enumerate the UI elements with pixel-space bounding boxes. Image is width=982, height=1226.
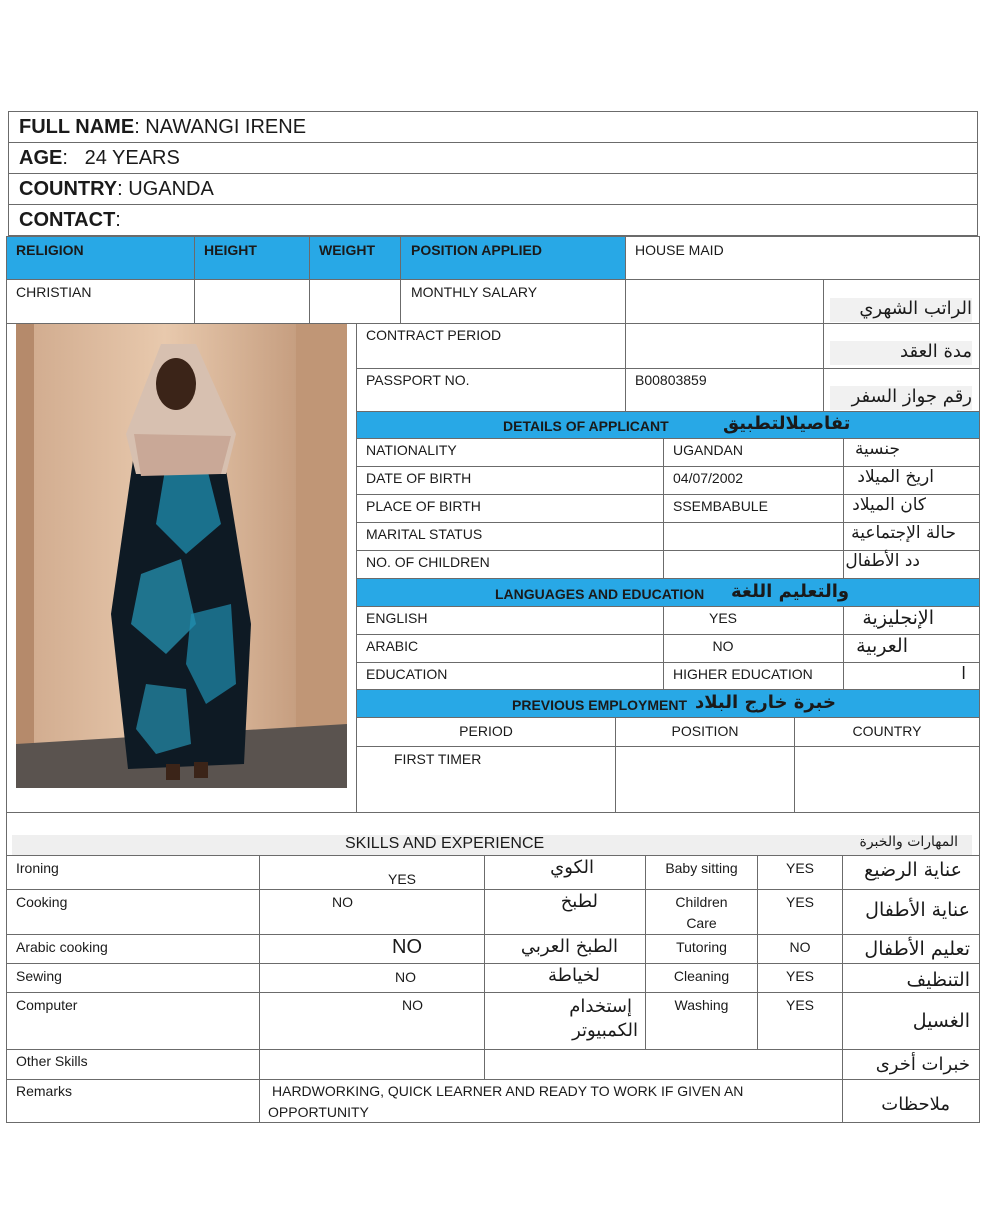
employment-col-period: PERIOD <box>459 723 513 739</box>
language-value: NO <box>712 638 734 654</box>
details-ar: كان الميلاد <box>852 495 926 515</box>
skill-value: NO <box>395 969 416 985</box>
height-value-cell <box>194 279 310 324</box>
employment-row-period: FIRST TIMER <box>394 751 482 767</box>
skill-value-cell <box>259 889 485 935</box>
skill-value: YES <box>785 860 814 876</box>
religion-header: RELIGION <box>16 242 84 258</box>
skill-ar: عناية الأطفال <box>865 899 970 921</box>
language-ar: ا <box>961 664 966 684</box>
country-label: COUNTRY <box>19 178 118 200</box>
skill-name: Cleaning <box>673 968 730 984</box>
skill-ar: لخياطة <box>548 965 600 986</box>
passport-label: PASSPORT NO. <box>366 372 470 388</box>
details-label: MARITAL STATUS <box>366 526 483 542</box>
skill-value: NO <box>332 894 353 910</box>
details-value-cell <box>663 550 844 579</box>
position-value: HOUSE MAID <box>635 242 724 258</box>
skill-name: Washing <box>674 997 729 1013</box>
employment-col-country: COUNTRY <box>852 723 922 739</box>
contract-label: CONTRACT PERIOD <box>366 327 502 343</box>
details-title: DETAILS OF APPLICANT <box>503 418 669 434</box>
skills-title: SKILLS AND EXPERIENCE <box>345 835 545 852</box>
details-ar: اريخ الميلاد <box>857 467 934 487</box>
remarks-label: Remarks <box>16 1083 73 1099</box>
details-value: UGANDAN <box>673 442 744 458</box>
skill-ar: التنظيف <box>906 969 970 991</box>
skill-ar: عناية الرضيع <box>864 859 962 881</box>
weight-header: WEIGHT <box>319 242 375 258</box>
skill-ar: الطبخ العربي <box>520 936 618 957</box>
details-title-ar: تفاصيلالتطبيق <box>723 413 851 434</box>
details-value: 04/07/2002 <box>673 470 744 486</box>
remarks-ar: ملاحظات <box>881 1094 950 1115</box>
skill-name: Tutoring <box>676 939 727 955</box>
weight-value-cell <box>309 279 401 324</box>
salary-value-cell <box>625 279 824 324</box>
employment-row-country-cell <box>794 746 980 813</box>
contact-row <box>8 204 978 236</box>
other-skills-label: Other Skills <box>16 1053 88 1069</box>
skill-value: YES <box>785 968 814 984</box>
details-label: DATE OF BIRTH <box>366 470 472 486</box>
other-skills-ar: خبرات أخرى <box>875 1054 970 1075</box>
language-value: YES <box>708 610 737 626</box>
employment-title: PREVIOUS EMPLOYMENT <box>512 697 688 713</box>
skill-value-cell <box>259 992 485 1050</box>
skill-ar: لطبخ <box>560 891 598 912</box>
language-ar: العربية <box>856 635 908 657</box>
skill-name: Sewing <box>16 968 62 984</box>
employment-header-bar <box>356 689 980 718</box>
language-label: ENGLISH <box>366 610 428 626</box>
other-skills-value-cell <box>259 1049 485 1080</box>
language-value: HIGHER EDUCATION <box>673 666 813 682</box>
details-ar: جنسية <box>854 439 900 459</box>
skill-value: NO <box>789 939 811 955</box>
details-value-cell <box>663 522 844 551</box>
skill-name: Computer <box>16 997 78 1013</box>
age-value: : 24 YEARS <box>62 147 180 169</box>
skill-name: Cooking <box>16 894 68 910</box>
skill-name: Ironing <box>16 860 59 876</box>
details-label: NATIONALITY <box>366 442 457 458</box>
full-name-label: FULL NAME <box>19 116 135 138</box>
religion-value: CHRISTIAN <box>16 284 92 300</box>
skills-title-ar: المهارات والخبرة <box>859 834 958 850</box>
age <box>19 147 180 170</box>
applicant-photo <box>16 324 347 788</box>
contact-label: CONTACT <box>19 209 116 231</box>
position-header: POSITION APPLIED <box>411 242 542 258</box>
skill-ar: الغسيل <box>912 1010 970 1032</box>
country <box>19 178 214 201</box>
language-ar: الإنجليزية <box>862 607 934 629</box>
skill-ar-line-2: الكمبيوتر <box>572 1020 638 1041</box>
applicant-photo-image <box>16 324 347 788</box>
skill-value-cell <box>259 934 485 964</box>
languages-title-ar: والتعليم اللغة <box>731 581 850 602</box>
skill-name: Baby sitting <box>665 860 738 876</box>
languages-header-bar <box>356 578 980 607</box>
skill-value-cell <box>259 855 485 890</box>
height-header: HEIGHT <box>204 242 257 258</box>
details-label: NO. OF CHILDREN <box>366 554 490 570</box>
languages-title: LANGUAGES AND EDUCATION <box>495 586 705 602</box>
skill-value: YES <box>785 894 814 910</box>
skill-value: YES <box>388 871 417 887</box>
passport-ar: رقم جواز السفر <box>830 386 972 410</box>
skill-name: Arabic cooking <box>16 939 108 955</box>
skill-ar: الكوي <box>550 857 594 878</box>
contract-value-cell <box>625 323 824 369</box>
skill-value: NO <box>402 997 423 1013</box>
other-skills-extra-cell <box>484 1049 843 1080</box>
skill-name-line-1: Children <box>675 894 728 910</box>
passport-value: B00803859 <box>635 372 707 388</box>
skill-ar-line-1: إستخدام <box>569 996 632 1017</box>
remarks-line-1: HARDWORKING, QUICK LEARNER AND READY TO WORK IF GIVEN AN <box>272 1083 744 1099</box>
salary-ar: الراتب الشهري <box>830 298 972 322</box>
employment-title-ar: خبرة خارج البلاد <box>695 692 836 713</box>
skill-ar: تعليم الأطفال <box>864 938 970 960</box>
details-label: PLACE OF BIRTH <box>366 498 481 514</box>
employment-row-position-cell <box>615 746 795 813</box>
contact-value: : <box>115 209 121 231</box>
full-name-value: : NAWANGI IRENE <box>134 116 307 138</box>
skill-value: YES <box>785 997 814 1013</box>
skill-value-cell <box>259 963 485 993</box>
full-name <box>19 116 306 139</box>
contact <box>19 209 121 232</box>
country-value: : UGANDA <box>117 178 214 200</box>
contract-ar: مدة العقد <box>830 341 972 365</box>
details-ar: حالة الإجتماعية <box>851 523 956 543</box>
skill-value: NO <box>392 936 422 958</box>
language-label: EDUCATION <box>366 666 448 682</box>
age-label: AGE <box>19 147 63 169</box>
employment-col-position: POSITION <box>671 723 739 739</box>
salary-label: MONTHLY SALARY <box>411 284 538 300</box>
details-value: SSEMBABULE <box>673 498 768 514</box>
details-header-bar <box>356 411 980 439</box>
skill-name-line-2: Care <box>686 915 717 931</box>
details-ar: دد الأطفال <box>845 551 920 571</box>
remarks-line-2: OPPORTUNITY <box>268 1104 369 1120</box>
language-label: ARABIC <box>366 638 419 654</box>
